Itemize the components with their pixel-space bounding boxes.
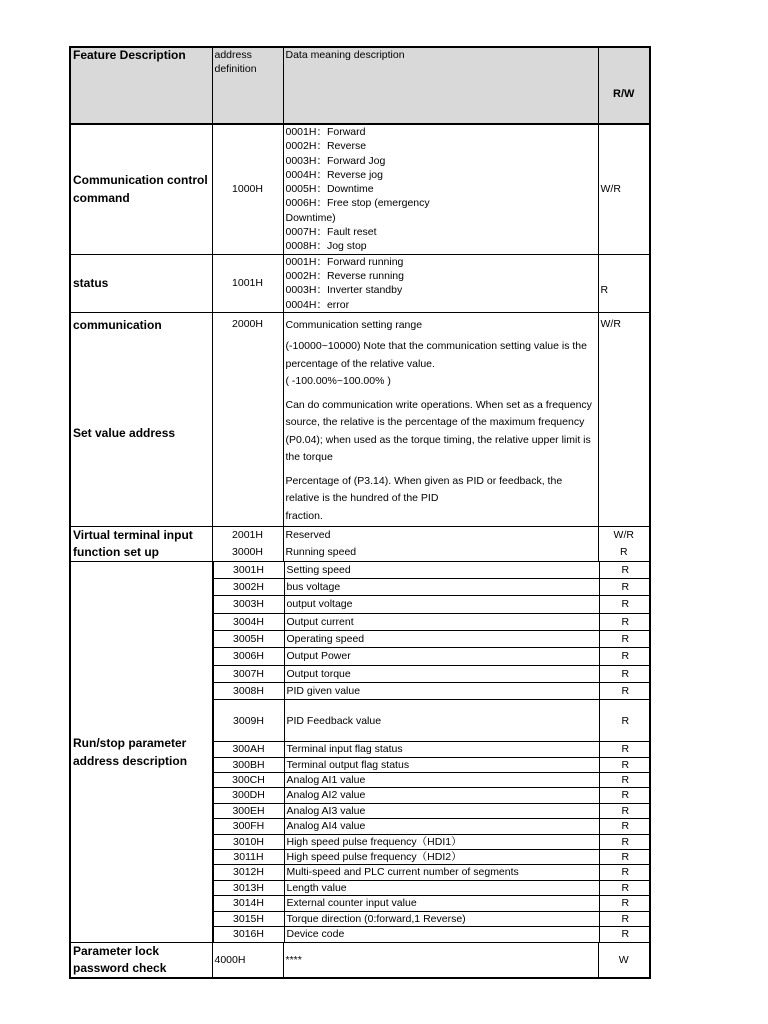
register-rw: R xyxy=(599,682,650,699)
command-values xyxy=(283,124,598,254)
register-address: 3005H xyxy=(213,631,284,648)
register-table-document xyxy=(69,46,649,979)
table-row xyxy=(213,562,650,579)
command-value-line: 0004H：Reverse jog xyxy=(285,168,383,181)
comm-p3: Can do communication write operations. When set as a frequency source, the relative is the percentage of the maximum frequency (P0.04); when used as the torque timing, the relative upper limit is the torque xyxy=(285,398,592,464)
comm-feature-b: Set value address xyxy=(73,425,176,440)
table-row xyxy=(213,700,650,742)
virtual-rw-1: W/R xyxy=(598,526,650,544)
table-row xyxy=(213,682,650,699)
runstop-row xyxy=(70,561,650,942)
command-value-line: 0007H：Fault reset xyxy=(285,226,377,239)
register-address: 3011H xyxy=(213,850,284,865)
lock-feature: Parameter lock password check xyxy=(70,943,212,979)
register-description: High speed pulse frequency（HDI2） xyxy=(284,850,599,865)
register-rw: R xyxy=(599,596,650,613)
command-address: 1000H xyxy=(212,124,283,254)
table-row xyxy=(213,850,650,865)
register-address: 3007H xyxy=(213,665,284,682)
table-row xyxy=(213,742,650,757)
lock-row xyxy=(70,943,650,979)
register-description: Analog AI4 value xyxy=(284,819,599,834)
runstop-feature: Run/stop parameter address description xyxy=(70,561,212,942)
status-value-line: 0002H：Reverse running xyxy=(285,269,404,282)
table-row xyxy=(213,596,650,613)
register-description: Terminal output flag status xyxy=(284,757,599,772)
table-row xyxy=(213,865,650,880)
register-address: 300EH xyxy=(213,803,284,818)
table-row xyxy=(213,927,650,942)
register-address: 300CH xyxy=(213,773,284,788)
register-description: External counter input value xyxy=(284,896,599,911)
table-row xyxy=(213,631,650,648)
register-address: 3013H xyxy=(213,880,284,895)
register-address: 3003H xyxy=(213,596,284,613)
register-description: Analog AI3 value xyxy=(284,803,599,818)
register-rw: R xyxy=(599,700,650,742)
register-address: 300BH xyxy=(213,757,284,772)
table-row xyxy=(213,880,650,895)
register-rw: R xyxy=(599,742,650,757)
runstop-values xyxy=(212,561,650,942)
table-row xyxy=(213,665,650,682)
register-description: Multi-speed and PLC current number of segments xyxy=(284,865,599,880)
register-description: Length value xyxy=(284,880,599,895)
register-rw: R xyxy=(599,757,650,772)
comm-p1: Communication setting range xyxy=(285,318,423,331)
comm-p4b: fraction. xyxy=(285,509,323,522)
status-row xyxy=(70,254,650,312)
command-value-line: 0003H：Forward Jog xyxy=(285,154,386,167)
header-rw: R/W xyxy=(598,47,650,124)
table-header-row xyxy=(70,47,650,124)
table-row xyxy=(213,648,650,665)
register-rw: R xyxy=(599,773,650,788)
register-rw: R xyxy=(599,819,650,834)
comm-rw: W/R xyxy=(598,312,650,526)
header-address: address definition xyxy=(212,47,283,124)
table-row xyxy=(213,911,650,926)
register-address: 3004H xyxy=(213,613,284,630)
virtual-feature: Virtual terminal input function set up xyxy=(70,526,212,561)
register-address: 3002H xyxy=(213,579,284,596)
register-rw: R xyxy=(599,896,650,911)
header-meaning: Data meaning description xyxy=(283,47,598,124)
status-feature: status xyxy=(70,254,212,312)
register-description: Output current xyxy=(284,613,599,630)
command-value-line: 0006H：Free stop (emergency xyxy=(285,197,430,210)
table-row xyxy=(213,757,650,772)
command-value-line: 0002H：Reverse xyxy=(285,140,367,153)
register-description: PID Feedback value xyxy=(284,700,599,742)
register-address: 3009H xyxy=(213,700,284,742)
register-address: 3014H xyxy=(213,896,284,911)
lock-rw: W xyxy=(598,943,650,979)
command-rw: W/R xyxy=(598,124,650,254)
status-value-line: 0003H：Inverter standby xyxy=(285,284,403,297)
register-rw: R xyxy=(599,788,650,803)
register-address: 300AH xyxy=(213,742,284,757)
lock-address: 4000H xyxy=(212,943,283,979)
register-address: 3006H xyxy=(213,648,284,665)
register-description: Terminal input flag status xyxy=(284,742,599,757)
register-address: 3010H xyxy=(213,834,284,849)
register-address: 3016H xyxy=(213,927,284,942)
register-rw: R xyxy=(599,880,650,895)
command-value-line: 0005H：Downtime xyxy=(285,183,374,196)
register-rw: R xyxy=(599,834,650,849)
table-row xyxy=(213,803,650,818)
command-value-line: 0008H：Jog stop xyxy=(285,240,367,253)
comm-p2: (-10000~10000) Note that the communication setting value is the percentage of the relative value. xyxy=(285,340,587,370)
register-description: bus voltage xyxy=(284,579,599,596)
status-value-line: 0001H：Forward running xyxy=(285,255,404,268)
comm-row xyxy=(70,312,650,526)
command-feature: Communication control command xyxy=(70,124,212,254)
register-description: Device code xyxy=(284,927,599,942)
comm-values xyxy=(283,312,598,526)
command-value-line: Downtime) xyxy=(285,211,336,224)
register-rw: R xyxy=(599,648,650,665)
comm-p4: Percentage of (P3.14). When given as PID or feedback, the relative is the hundred of the PID xyxy=(285,474,563,505)
register-address: 3008H xyxy=(213,682,284,699)
register-description: PID given value xyxy=(284,682,599,699)
comm-feature-a: communication xyxy=(73,317,162,332)
table-row xyxy=(213,773,650,788)
register-description: output voltage xyxy=(284,596,599,613)
command-value-line: 0001H：Forward xyxy=(285,126,366,138)
virtual-row-1 xyxy=(70,526,650,544)
virtual-addr-2: 3000H xyxy=(212,544,283,562)
virtual-desc-1: Reserved xyxy=(283,526,598,544)
status-address: 1001H xyxy=(212,254,283,312)
comm-p2b: ( -100.00%~100.00% ) xyxy=(285,375,391,388)
header-feature: Feature Description xyxy=(70,47,212,124)
register-description: Output Power xyxy=(284,648,599,665)
register-rw: R xyxy=(599,927,650,942)
table-row xyxy=(213,613,650,630)
register-description: Analog AI1 value xyxy=(284,773,599,788)
comm-address: 2000H xyxy=(212,312,283,526)
status-rw: R xyxy=(598,254,650,312)
command-row xyxy=(70,124,650,254)
table-row xyxy=(213,579,650,596)
virtual-addr-1: 2001H xyxy=(212,526,283,544)
register-address: 3015H xyxy=(213,911,284,926)
table-row xyxy=(213,896,650,911)
lock-desc: **** xyxy=(283,943,598,979)
status-values xyxy=(283,254,598,312)
register-rw: R xyxy=(599,803,650,818)
register-address: 3001H xyxy=(213,562,284,579)
table-row xyxy=(213,834,650,849)
register-rw: R xyxy=(599,911,650,926)
comm-feature xyxy=(70,312,212,526)
register-description: Output torque xyxy=(284,665,599,682)
register-rw: R xyxy=(599,562,650,579)
register-address: 3012H xyxy=(213,865,284,880)
register-rw: R xyxy=(599,665,650,682)
table-row xyxy=(213,819,650,834)
virtual-desc-2: Running speed xyxy=(283,544,598,562)
table-row xyxy=(213,788,650,803)
register-rw: R xyxy=(599,631,650,648)
register-rw: R xyxy=(599,865,650,880)
register-rw: R xyxy=(599,579,650,596)
status-value-line: 0004H：error xyxy=(285,298,350,311)
register-description: Torque direction (0:forward,1 Reverse) xyxy=(284,911,599,926)
register-description: Operating speed xyxy=(284,631,599,648)
register-address: 300FH xyxy=(213,819,284,834)
register-description: Setting speed xyxy=(284,562,599,579)
register-rw: R xyxy=(599,613,650,630)
register-table xyxy=(69,46,651,979)
register-description: Analog AI2 value xyxy=(284,788,599,803)
register-rw: R xyxy=(599,850,650,865)
register-address: 300DH xyxy=(213,788,284,803)
runstop-subtable xyxy=(213,562,651,943)
virtual-rw-2: R xyxy=(598,544,650,562)
register-description: High speed pulse frequency（HDI1） xyxy=(284,834,599,849)
